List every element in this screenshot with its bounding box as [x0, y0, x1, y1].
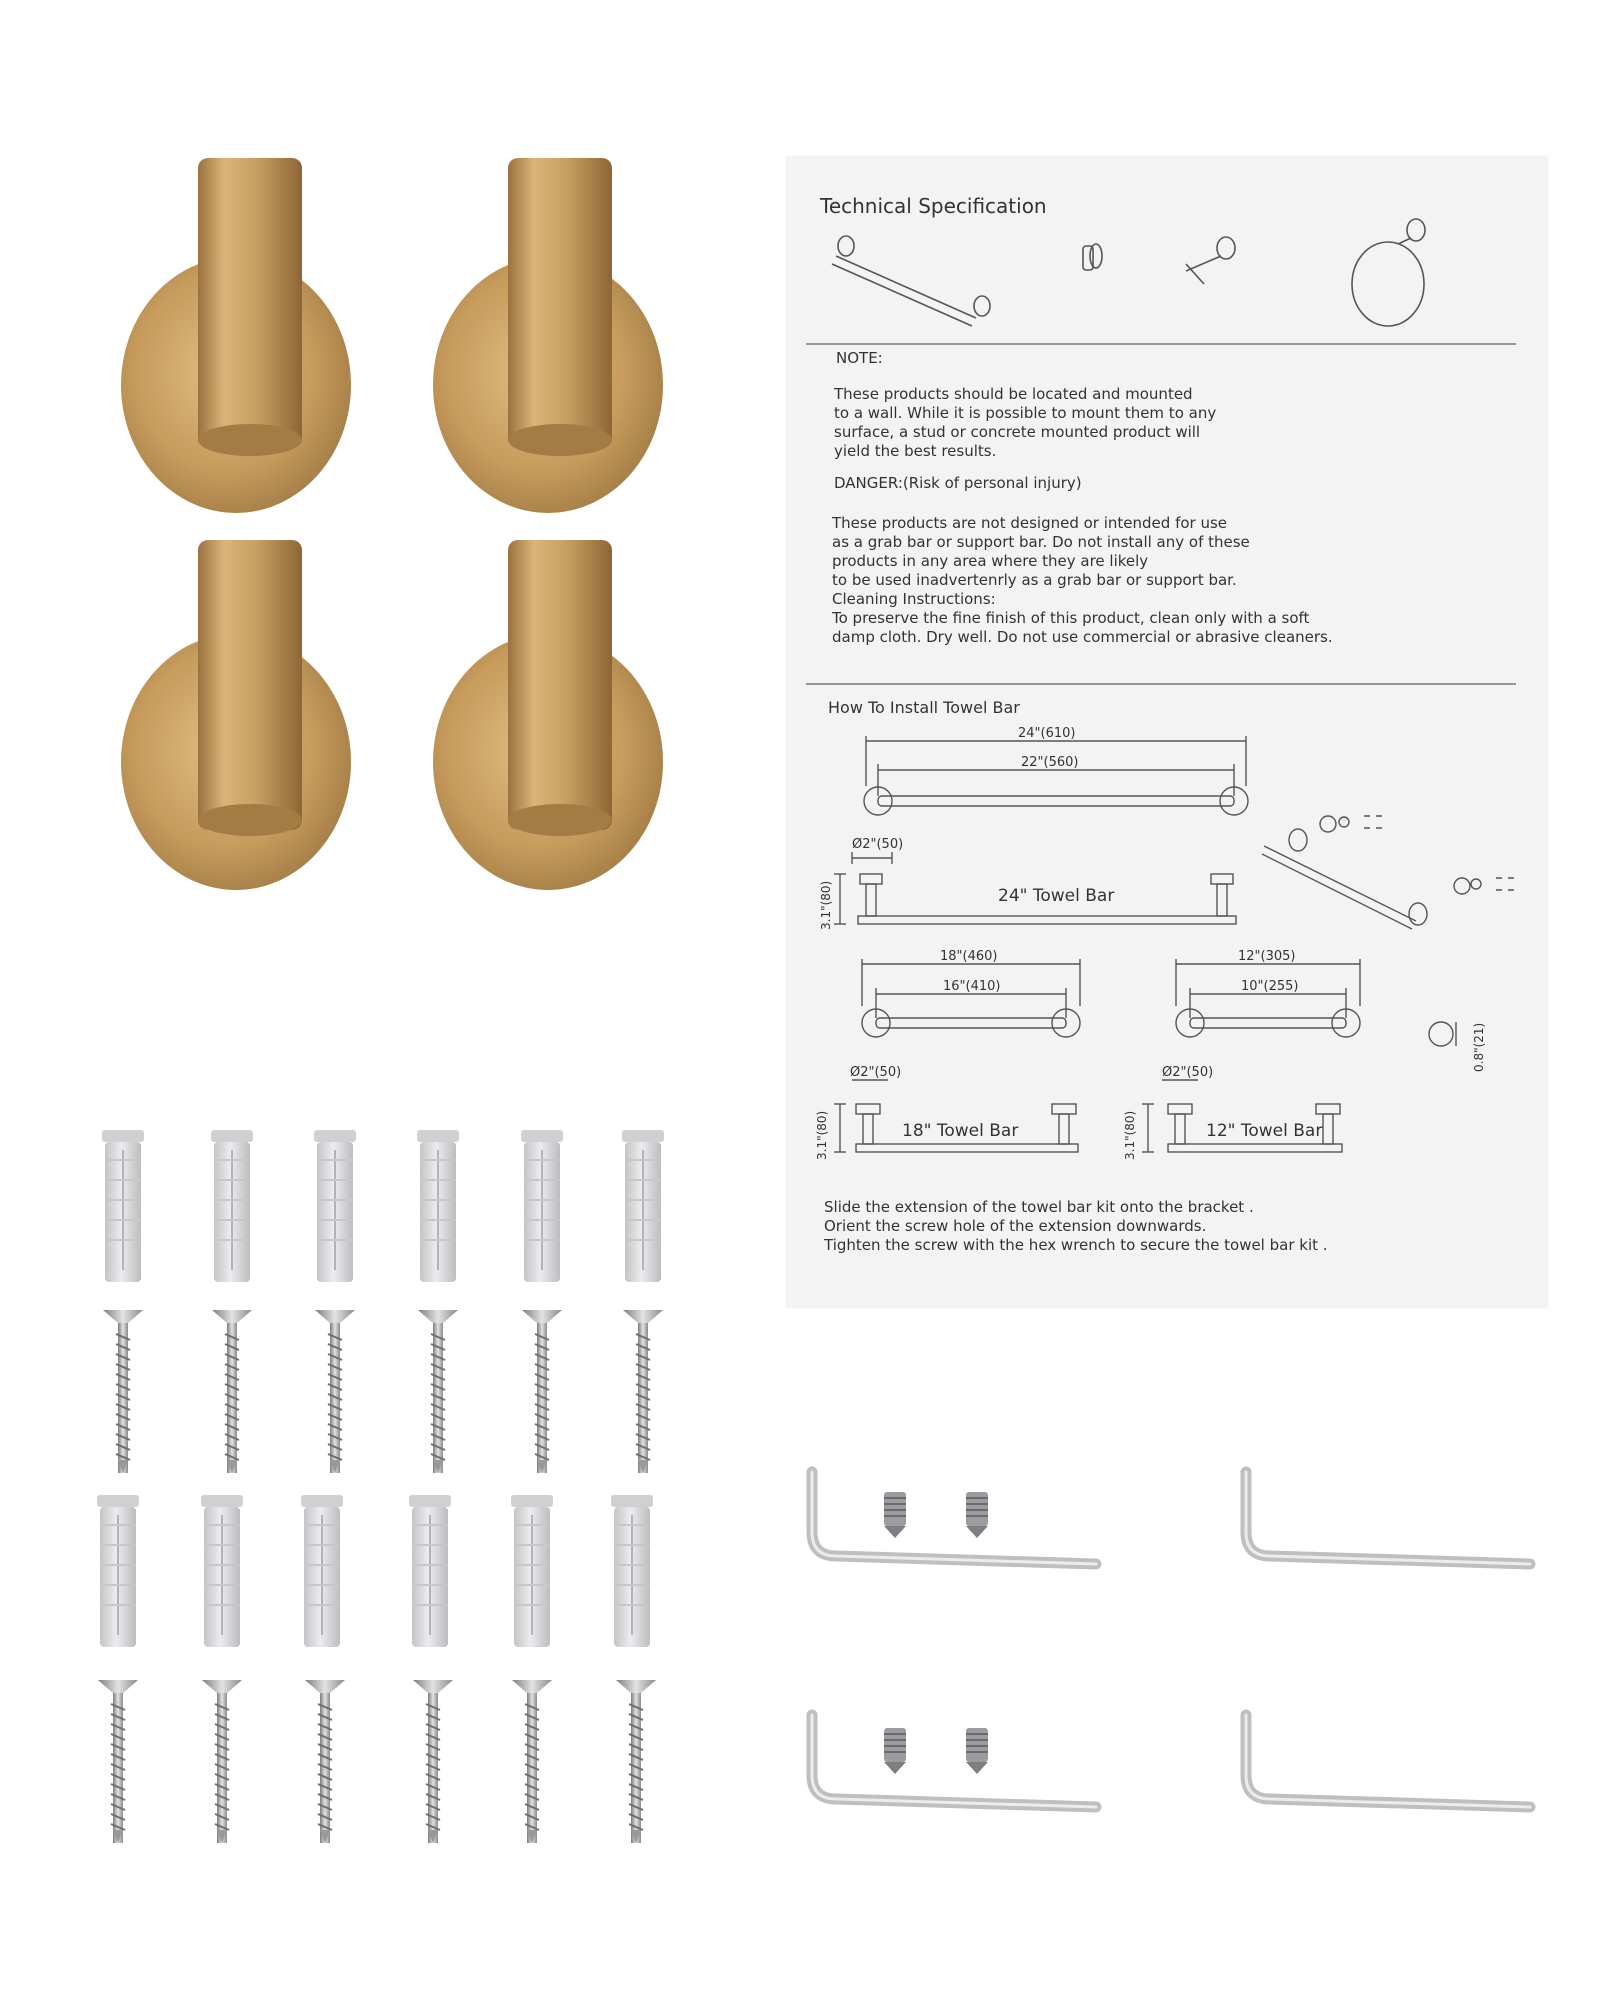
danger-label: DANGER:(Risk of personal injury) — [834, 474, 1082, 492]
danger-line: These products are not designed or intended for use — [832, 514, 1228, 532]
hex-key-2 — [1246, 1472, 1530, 1564]
hex-key-1 — [812, 1472, 1096, 1564]
instruction-line: Slide the extension of the towel bar kit onto the bracket . — [824, 1198, 1254, 1216]
note-line: surface, a stud or concrete mounted product will — [834, 423, 1201, 441]
cleaning-line: To preserve the fine finish of this product, clean only with a soft — [832, 609, 1310, 627]
dim-diameter: Ø2"(50) — [850, 1065, 902, 1080]
towel-bar-icon — [832, 236, 990, 326]
install-heading: How To Install Towel Bar — [828, 698, 1020, 717]
dim-diameter: Ø2"(50) — [1162, 1065, 1214, 1080]
instruction-line: Orient the screw hole of the extension downwards. — [824, 1217, 1207, 1235]
diagram-24-top — [864, 736, 1248, 815]
note-line: to a wall. While it is possible to mount them to any — [834, 404, 1217, 422]
dim-18-inner: 16"(410) — [943, 979, 1001, 994]
danger-line: products in any area where they are likely — [832, 552, 1149, 570]
cleaning-heading: Cleaning Instructions: — [832, 590, 996, 608]
instruction-line: Tighten the screw with the hex wrench to secure the towel bar kit . — [824, 1236, 1328, 1254]
sheet-heading: Technical Specification — [820, 194, 1047, 218]
dim-diameter: Ø2"(50) — [852, 837, 904, 852]
bar-cross-section — [1429, 1022, 1456, 1046]
set-screws-bottom — [884, 1728, 988, 1774]
note-line: yield the best results. — [834, 442, 997, 460]
dim-24-inner: 22"(560) — [1021, 755, 1079, 770]
hex-key-3 — [812, 1715, 1096, 1807]
install-exploded-diagram — [1262, 816, 1514, 929]
set-screws-top — [884, 1492, 988, 1538]
diagram-18-side — [834, 1080, 1078, 1152]
dim-height: 3.1"(80) — [1123, 1110, 1137, 1160]
dim-18-outer: 18"(460) — [940, 949, 998, 964]
diagram-12-top — [1176, 959, 1360, 1037]
diagram-18-top — [862, 959, 1080, 1037]
instruction-sheet — [786, 156, 1548, 1308]
dim-12-inner: 10"(255) — [1241, 979, 1299, 994]
dim-24-outer: 24"(610) — [1018, 726, 1076, 741]
dim-bar-depth: 0.8"(21) — [1472, 1022, 1486, 1072]
hex-key-4 — [1246, 1715, 1530, 1807]
diagram-12-side — [1142, 1080, 1342, 1152]
danger-line: to be used inadvertenrly as a grab bar or support bar. — [832, 571, 1237, 589]
dim-height: 3.1"(80) — [819, 880, 833, 930]
towel-ring-icon — [1352, 219, 1425, 326]
dim-12-outer: 12"(305) — [1238, 949, 1296, 964]
bar-24-label: 24" Towel Bar — [998, 886, 1115, 906]
note-text — [833, 385, 1216, 460]
dim-height: 3.1"(80) — [815, 1110, 829, 1160]
product-icons — [832, 219, 1425, 326]
install-instructions — [823, 1198, 1328, 1254]
danger-text — [831, 514, 1333, 646]
robe-hook-icon — [1083, 244, 1102, 270]
bar-12-label: 12" Towel Bar — [1206, 1121, 1323, 1141]
cleaning-line: damp cloth. Dry well. Do not use commercial or abrasive cleaners. — [832, 628, 1333, 646]
toilet-paper-holder-icon — [1186, 237, 1235, 284]
note-label: NOTE: — [836, 349, 883, 367]
bar-18-label: 18" Towel Bar — [902, 1121, 1019, 1141]
note-line: These products should be located and mounted — [834, 385, 1193, 403]
danger-line: as a grab bar or support bar. Do not install any of these — [832, 533, 1250, 551]
instruction-sheet-content — [786, 156, 1548, 1308]
